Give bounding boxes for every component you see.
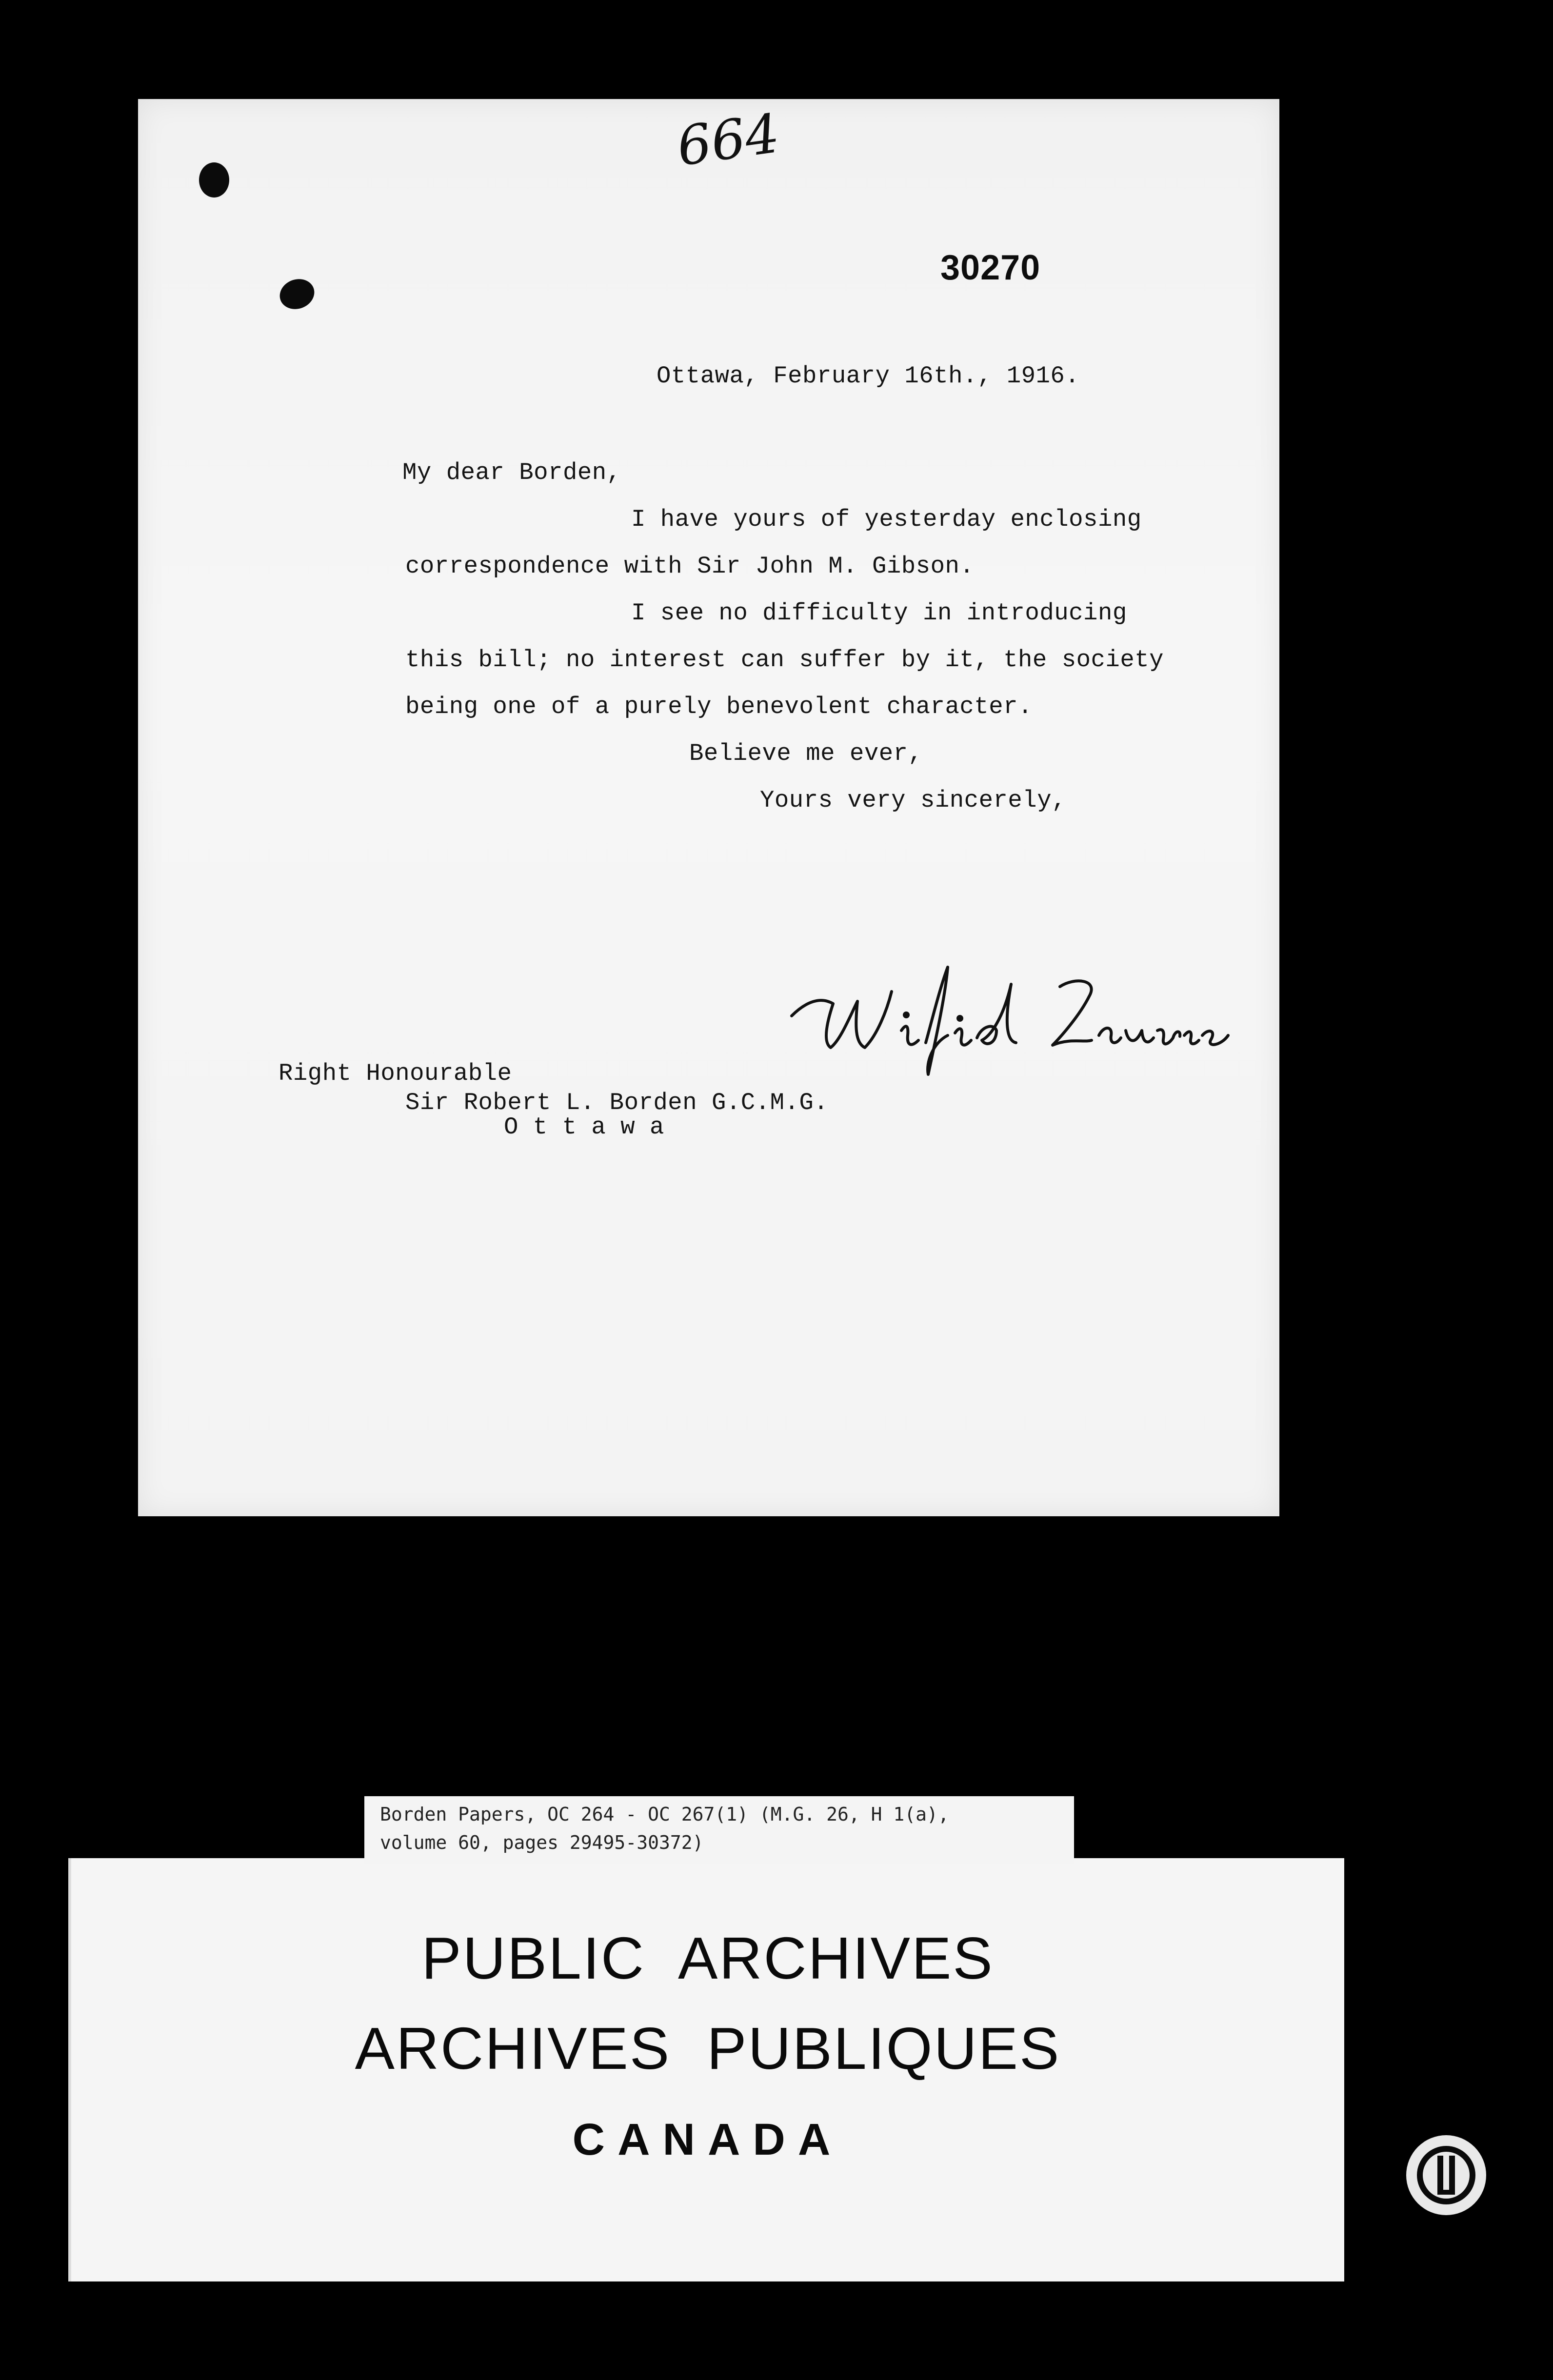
body-line-1: I have yours of yesterday enclosing [631,506,1142,533]
date-line: Ottawa, February 16th., 1916. [657,362,1080,390]
public-archives-canada-logo-icon [1393,2122,1500,2229]
letter-page [138,99,1279,1516]
address-line-3: O t t a w a [504,1113,664,1141]
public-archives-card [68,1858,1344,2281]
handwritten-signature [787,957,1235,1084]
reference-line-1: Borden Papers, OC 264 - OC 267(1) (M.G. 26, H 1(a), [380,1804,949,1825]
address-line-2: Sir Robert L. Borden G.C.M.G. [405,1089,829,1116]
address-line-1: Right Honourable [279,1060,512,1087]
body-line-4: this bill; no interest can suffer by it, the society [405,646,1164,674]
body-line-3: I see no difficulty in introducing [631,599,1127,627]
punch-hole-top [199,162,229,198]
closing-line-2: Yours very sincerely, [760,787,1067,814]
salutation: My dear Borden, [402,459,621,486]
archive-title-french: ARCHIVES PUBLIQUES [355,2015,1061,2082]
body-line-2: correspondence with Sir John M. Gibson. [405,553,975,580]
handwritten-page-number: 664 [673,102,783,178]
archive-title-english: PUBLIC ARCHIVES [421,1925,994,1991]
punch-hole-bottom [276,274,319,314]
reference-line-2: volume 60, pages 29495-30372) [380,1832,704,1853]
reference-card [364,1796,1074,1864]
body-line-5: being one of a purely benevolent character. [405,693,1033,720]
closing-line-1: Believe me ever, [689,740,923,767]
stamped-document-number: 30270 [940,248,1041,287]
archive-country: CANADA [572,2115,843,2164]
